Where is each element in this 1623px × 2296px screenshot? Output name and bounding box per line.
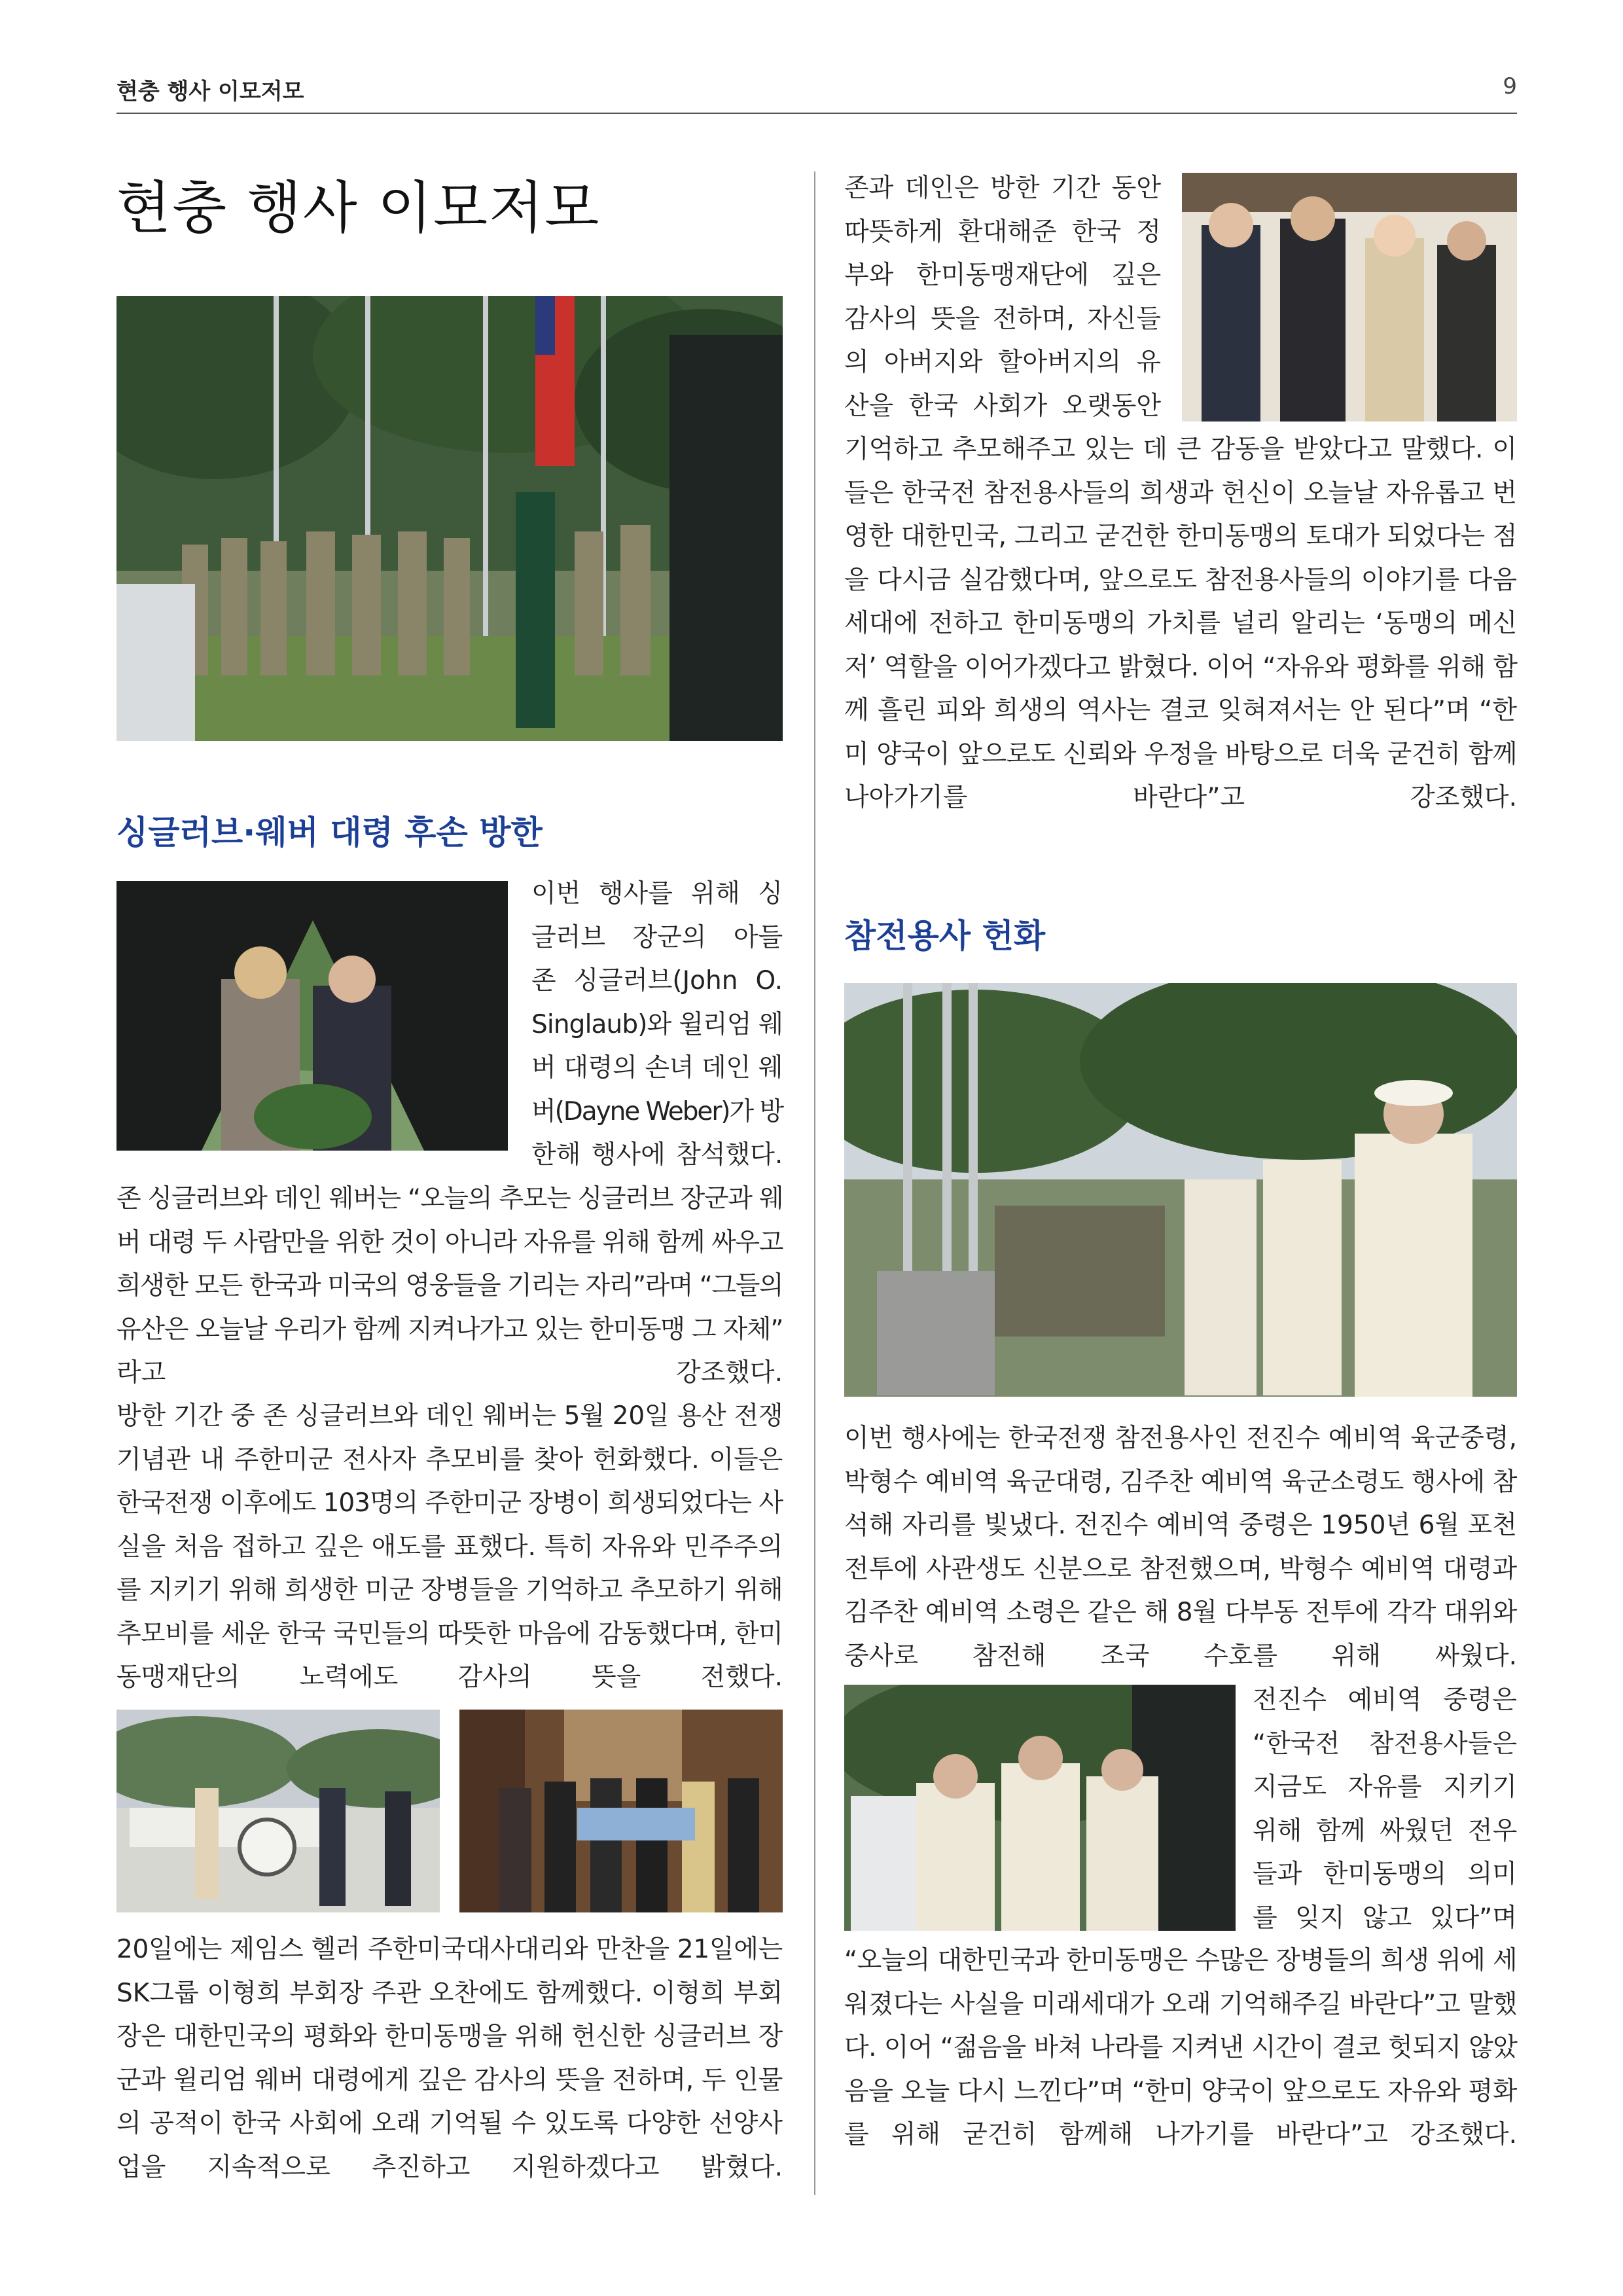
right-paragraph-1	[844, 428, 1517, 820]
section-heading-veterans-wreath: 참전용사 헌화	[844, 917, 1046, 955]
text-line: 음을 오늘 다시 느낀다”며 “한미 양국이 앞으로도 자유와 평화	[844, 2076, 1517, 2106]
left-wrap-text	[531, 872, 783, 1177]
text-line: 들과 한미동맹의 의미	[1253, 1859, 1517, 1889]
text-line: 산을 한국 사회가 오랫동안	[844, 391, 1161, 421]
text-line: 희생한 모든 한국과 미국의 영웅들을 기리는 자리”라며 “그들의	[116, 1271, 783, 1300]
left-paragraph-2	[116, 1395, 783, 1700]
text-line: 미 양국이 앞으로도 신뢰와 우정을 바탕으로 더욱 굳건히 함께	[844, 739, 1518, 769]
photo-veterans-salute	[844, 983, 1517, 1397]
text-line: “오늘의 대한민국과 한미동맹은 수많은 장병들의 희생 위에 세	[844, 1946, 1517, 1975]
text-line: 글러브 장군의 아들	[531, 922, 783, 952]
text-line: 존 싱글러브와 데인 웨버는 “오늘의 추모는 싱글러브 장군과 웨	[116, 1184, 783, 1213]
text-line: 께 흘린 피와 희생의 역사는 결코 잊혀져서는 안 된다”며 “한	[844, 696, 1517, 725]
text-line: 이번 행사에는 한국전쟁 참전용사인 전진수 예비역 육군중령,	[844, 1424, 1517, 1453]
text-line: 버(Dayne Weber)가 방	[531, 1096, 783, 1126]
text-line: 을 다시금 실감했다며, 앞으로도 참전용사들의 이야기를 다음	[844, 565, 1517, 595]
photo-memorial-wreath	[116, 1710, 440, 1912]
photo-ceremony-soldiers	[116, 296, 783, 741]
text-line: 기억하고 추모해주고 있는 데 큰 감동을 받았다고 말했다. 이	[844, 435, 1517, 464]
text-line: 를 위해 굳건히 함께해 나가기를 바란다”고 강조했다.	[844, 2120, 1517, 2149]
text-line: 전진수 예비역 중령은	[1253, 1685, 1517, 1715]
text-line: 장은 대한민국의 평화와 한미동맹을 위해 헌신한 싱글러브 장	[116, 2022, 783, 2051]
left-paragraph-3	[116, 1928, 783, 2189]
text-line: 20일에는 제임스 헬러 주한미국대사대리와 만찬을 21일에는	[116, 1935, 783, 1964]
photo-wreath-laying	[116, 881, 508, 1151]
text-line: 지금도 자유를 지키기	[1253, 1772, 1517, 1802]
text-line: 추모비를 세운 한국 국민들의 따뜻한 마음에 감동했다며, 한미	[116, 1619, 783, 1649]
text-line: 한국전쟁 이후에도 103명의 주한미군 장병이 희생되었다는 사	[116, 1488, 783, 1518]
text-line: 의 공적이 한국 사회에 오래 기억될 수 있도록 다양한 선양사	[116, 2109, 783, 2138]
text-line: Singlaub)와 윌리엄 웨	[531, 1009, 783, 1039]
text-line: 감사의 뜻을 전하며, 자신들	[844, 304, 1162, 334]
text-line: 의 아버지와 할아버지의 유	[844, 348, 1161, 377]
text-line: 한해 행사에 참석했다.	[531, 1140, 783, 1170]
text-line: SK그룹 이형희 부회장 주관 오찬에도 함께했다. 이형희 부회	[116, 1978, 783, 2008]
text-line: 들은 한국전 참전용사들의 희생과 헌신이 오늘날 자유롭고 번	[844, 478, 1517, 508]
page-number: 9	[1503, 73, 1517, 99]
running-header-title: 현충 행사 이모저모	[116, 79, 304, 105]
photo-four-guests	[1182, 173, 1517, 422]
text-line: 위해 함께 싸웠던 전우	[1253, 1816, 1518, 1846]
text-line: “한국전 참전용사들은	[1253, 1729, 1517, 1759]
text-line: 기념관 내 주한미군 전사자 추모비를 찾아 헌화했다. 이들은	[116, 1444, 783, 1475]
text-line: 유산은 오늘날 우리가 함께 지켜나가고 있는 한미동맹 그 자체”	[116, 1314, 783, 1344]
page-title: 현충 행사 이모저모	[116, 175, 601, 241]
photo-veterans-group	[844, 1685, 1236, 1931]
text-line: 박형수 예비역 육군대령, 김주찬 예비역 육군소령도 행사에 참	[844, 1467, 1518, 1497]
text-line: 세대에 전하고 한미동맹의 가치를 널리 알리는 ‘동맹의 메신	[844, 609, 1518, 638]
text-line: 실을 처음 접하고 깊은 애도를 표했다. 특히 자유와 민주주의	[116, 1532, 783, 1562]
text-line: 방한 기간 중 존 싱글러브와 데인 웨버는 5월 20일 용산 전쟁	[116, 1401, 783, 1431]
text-line: 부와 한미동맹재단에 깊은	[844, 260, 1162, 290]
text-line: 존과 데인은 방한 기간 동안	[844, 173, 1162, 203]
right-paragraph-2	[844, 1417, 1517, 1678]
header-rule	[116, 113, 1517, 114]
text-line: 따뜻하게 환대해준 한국 정	[844, 217, 1161, 247]
text-line: 나아가기를 바란다”고 강조했다.	[844, 783, 1517, 812]
text-line: 버 대령 두 사람만을 위한 것이 아니라 자유를 위해 함께 싸우고	[116, 1227, 783, 1257]
text-line: 저’ 역할을 이어가겠다고 밝혔다. 이어 “자유와 평화를 위해 함	[844, 652, 1518, 682]
right-wrap-text-2	[1253, 1679, 1517, 1940]
text-line: 버 대령의 손녀 데인 웨	[531, 1053, 783, 1083]
column-divider	[814, 171, 815, 2195]
right-paragraph-3	[844, 1939, 1517, 2157]
text-line: 김주찬 예비역 소령은 같은 해 8월 다부동 전투에 각각 대위와	[844, 1598, 1517, 1627]
text-line: 업을 지속적으로 추진하고 지원하겠다고 밝혔다.	[116, 2152, 783, 2182]
text-line: 영한 대한민국, 그리고 굳건한 한미동맹의 토대가 되었다는 점	[844, 522, 1518, 551]
text-line: 라고 강조했다.	[116, 1358, 783, 1388]
text-line: 전투에 사관생도 신분으로 참전했으며, 박형수 예비역 대령과	[844, 1554, 1517, 1584]
text-line: 이번 행사를 위해 싱	[531, 879, 783, 908]
text-line: 를 잊지 않고 있다”며	[1253, 1903, 1517, 1933]
text-line: 를 지키기 위해 희생한 미군 장병들을 기억하고 추모하기 위해	[116, 1575, 783, 1605]
text-line: 군과 윌리엄 웨버 대령에게 깊은 감사의 뜻을 전하며, 두 인물	[116, 2065, 783, 2095]
text-line: 워졌다는 사실을 미래세대가 오래 기억해주길 바란다”고 말했	[844, 1989, 1518, 2019]
text-line: 중사로 참전해 조국 수호를 위해 싸웠다.	[844, 1641, 1517, 1671]
section-heading-singlaub-weber: 싱글러브·웨버 대령 후손 방한	[116, 814, 543, 852]
text-line: 존 싱글러브(John O.	[531, 966, 783, 996]
text-line: 다. 이어 “젊음을 바쳐 나라를 지켜낸 시간이 결코 헛되지 않았	[844, 2033, 1518, 2062]
text-line: 동맹재단의 노력에도 감사의 뜻을 전했다.	[116, 1662, 783, 1692]
left-paragraph-1	[116, 1177, 783, 1395]
photo-dinner-group	[459, 1710, 783, 1912]
text-line: 석해 자리를 빛냈다. 전진수 예비역 중령은 1950년 6월 포천	[844, 1511, 1517, 1540]
right-wrap-text	[844, 167, 1161, 428]
